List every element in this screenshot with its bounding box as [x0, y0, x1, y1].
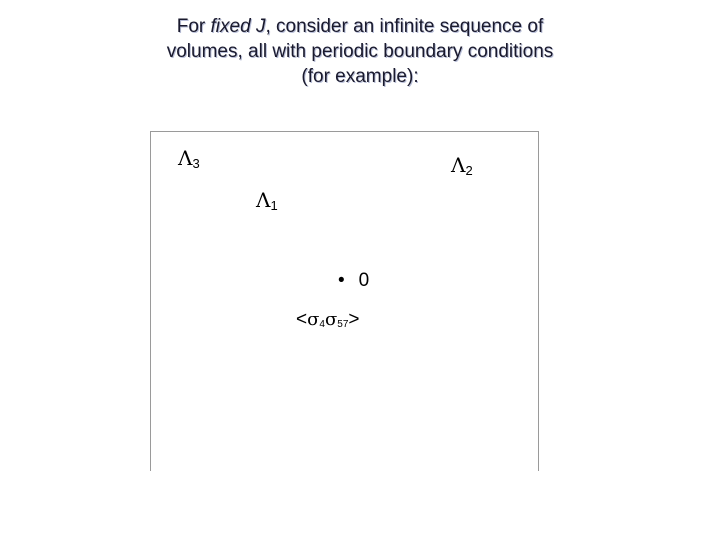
- lambda-symbol: Λ: [178, 146, 193, 170]
- volume-label-2: [451, 154, 473, 182]
- lambda-symbol: Λ: [451, 153, 466, 177]
- title-line-1: [120, 14, 600, 39]
- volume-subscript: 1: [270, 198, 278, 213]
- sigma-symbol: σ: [307, 309, 320, 330]
- slide-title: [120, 14, 600, 89]
- volume-label-3: [178, 147, 200, 175]
- origin-dot: •: [338, 270, 345, 291]
- volume-frame: [150, 131, 539, 471]
- origin-point: [338, 270, 369, 292]
- sigma-subscript-1: 4: [319, 319, 325, 330]
- coupling-symbol: J: [250, 16, 266, 37]
- title-prefix: For: [176, 16, 211, 37]
- volume-subscript: 3: [192, 156, 200, 171]
- title-line-3: (for example):: [301, 66, 419, 87]
- title-italic-word: fixed: [210, 16, 251, 37]
- lambda-symbol: Λ: [256, 188, 271, 212]
- angle-close: >: [348, 309, 360, 330]
- origin-label: 0: [358, 270, 370, 291]
- volume-subscript: 2: [465, 163, 473, 178]
- volume-label-1: [256, 189, 278, 217]
- title-line-2: volumes, all with periodic boundary conditions: [166, 41, 554, 62]
- title-suffix: , consider an infinite sequence of: [265, 16, 544, 37]
- sigma-symbol: σ: [324, 309, 338, 330]
- sigma-subscript-2: 57: [337, 319, 349, 330]
- angle-open: <: [296, 309, 308, 330]
- correlation-expression: [296, 309, 360, 336]
